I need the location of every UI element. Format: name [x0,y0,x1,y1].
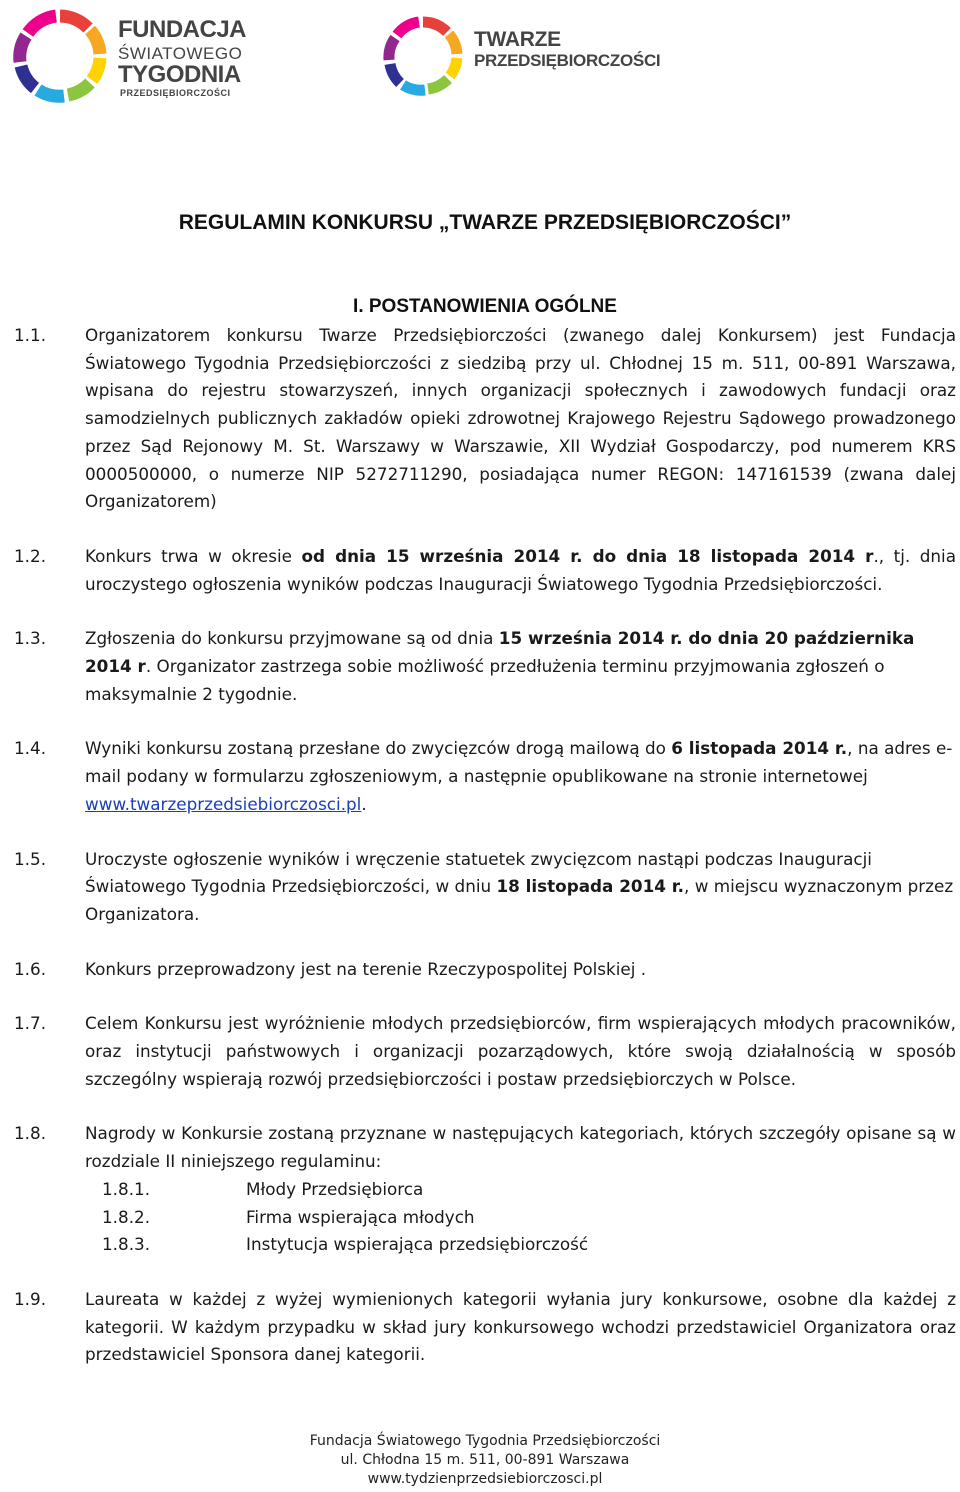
subitem-number: 1.8.2. [102,1206,151,1227]
list-item [14,1120,956,1259]
website-link[interactable]: www.twarzeprzedsiebiorczosci.pl [85,793,362,814]
subitem-text: Firma wspierająca młodych [246,1206,475,1227]
footer-website: www.tydzienprzedsiebiorczosci.pl [367,1471,603,1487]
subitem-number: 1.8.1. [102,1178,151,1199]
list-item [14,735,956,818]
item-text: Laureata w każdej z wyżej wymienionych kategorii wyłania jury konkursowe, osobne dla każdej z kategorii. W każdym przypadku w skład jury konkursowego wchodzi przedstawiciel Organizatora oraz przedstawiciel Sponsora danej kategorii. [85,1288,956,1365]
item-number: 1.2. [14,545,47,566]
item-number: 1.6. [14,958,47,979]
subitem-text: Instytucja wspierająca przedsiębiorczość [246,1234,589,1255]
bold-date-range: od dnia 15 września 2014 r. do dnia 18 listopada 2014 r [301,545,874,566]
list-item [14,1010,956,1093]
text-run: . Organizator zastrzega sobie możliwość przedłużenia terminu przyjmowania zgłoszeń o maksymalnie 2 tygodnie. [85,656,885,704]
text-run: Wyniki konkursu zostaną przesłane do zwycięzców drogą mailową do [85,738,672,759]
logo-text-line: TWARZE [474,28,561,51]
ring-logo-icon [10,8,110,104]
foundation-logo [10,8,246,104]
item-text: Organizatorem konkursu Twarze Przedsiębiorczości (zwanego dalej Konkursem) jest Fundacja Światowego Tygodnia Przedsiębiorczości z siedzibą przy ul. Chłodnej 15 m. 511, 00-891 Warszawa, wpisana do rejestru stowarzyszeń, innych organizacji społecznych i zawodowych fundacji oraz samodzielnych publicznych zakładów opieki zdrowotnej Krajowego Rejestru Sądowego prowadzonego przez Sąd Rejonowy M. St. Warszawy w Warszawie, XII Wydział Gospodarczy, pod numerem KRS 0000500000, o numerze NIP 5272711290, posiadająca numer REGON: 147161539 (zwana dalej Organizatorem) [85,325,956,512]
item-number: 1.8. [14,1123,47,1144]
item-number: 1.4. [14,738,47,759]
text-run: , w miejscu wyznaczonym przez Organizatora. [85,876,954,924]
logo-text-line: FUNDACJA [118,16,246,43]
list-item [14,1286,956,1369]
text-run: ., tj. dnia uroczystego ogłoszenia wyników podczas Inauguracji Światowego Tygodnia Przedsiębiorczości. [85,545,956,594]
bold-date-range: 15 września 2014 r. do dnia 20 października 2014 r [85,628,915,677]
list-item [14,846,956,929]
logo-text-line: TYGODNIA [118,61,241,88]
item-number: 1.7. [14,1013,47,1034]
page-header [0,0,960,110]
logo-text-line: PRZEDSIĘBIORCZOŚCI [474,51,661,70]
list-item [14,543,956,598]
document-title: REGULAMIN KONKURSU „TWARZE PRZEDSIĘBIORCZOŚCI” [178,211,792,234]
item-text: Celem Konkursu jest wyróżnienie młodych przedsiębiorców, firm wspierających młodych pracowników, oraz instytucji państwowych i organizacji pozarządowych, które swoją działalnością w sposób szczególny wspierają rozwój przedsiębiorczości i postaw przedsiębiorczych w Polsce. [85,1013,956,1089]
text-run: . [361,793,367,814]
text-run: Zgłoszenia do konkursu przyjmowane są od dnia [85,628,499,649]
item-text [85,625,956,708]
list-item [14,956,956,984]
item-number: 1.3. [14,628,47,649]
competition-logo [378,14,661,98]
page-footer [0,1432,960,1489]
regulations-list [14,322,956,1396]
item-text: Konkurs przeprowadzony jest na terenie Rzeczypospolitej Polskiej . [85,958,647,979]
item-text [85,846,956,929]
item-number: 1.1. [14,325,47,345]
bold-date: 6 listopada 2014 r. [671,738,848,759]
logo-text-line: ŚWIATOWEGO [118,44,243,63]
text-run: Uroczyste ogłoszenie wyników i wręczenie statuetek zwycięzcom nastąpi podczas Inauguracji Światowego Tygodnia Przedsiębiorczości, w dniu [85,848,872,897]
sublist-item [14,1231,956,1259]
item-text: Nagrody w Konkursie zostaną przyznane w następujących kategoriach, których szczegóły opisane są w rozdziale II niniejszego regulaminu: [85,1123,956,1172]
list-item [14,625,956,708]
item-number: 1.5. [14,848,47,869]
subitem-text: Młody Przedsiębiorca [246,1178,424,1199]
sublist-item [14,1204,956,1232]
text-run: , na adres e-mail podany w formularzu zgłoszeniowym, a następnie opublikowane na stronie internetowej [85,738,953,787]
footer-address: ul. Chłodna 15 m. 511, 00-891 Warszawa [340,1452,630,1468]
category-sublist [85,1176,956,1259]
item-text [85,735,956,818]
item-number: 1.9. [14,1288,47,1309]
logo-text-line: PRZEDSIĘBIORCZOŚCI [120,88,231,98]
sublist-item [14,1176,956,1204]
item-text [85,543,956,598]
ring-logo-icon [378,14,468,98]
section-title: I. POSTANOWIENIA OGÓLNE [353,296,617,317]
bold-date: 18 listopada 2014 r. [496,876,685,897]
text-run: Konkurs trwa w okresie [85,545,302,566]
footer-org-name: Fundacja Światowego Tygodnia Przedsiębiorczości [309,1433,661,1449]
subitem-number: 1.8.3. [102,1234,151,1255]
list-item [14,322,956,516]
